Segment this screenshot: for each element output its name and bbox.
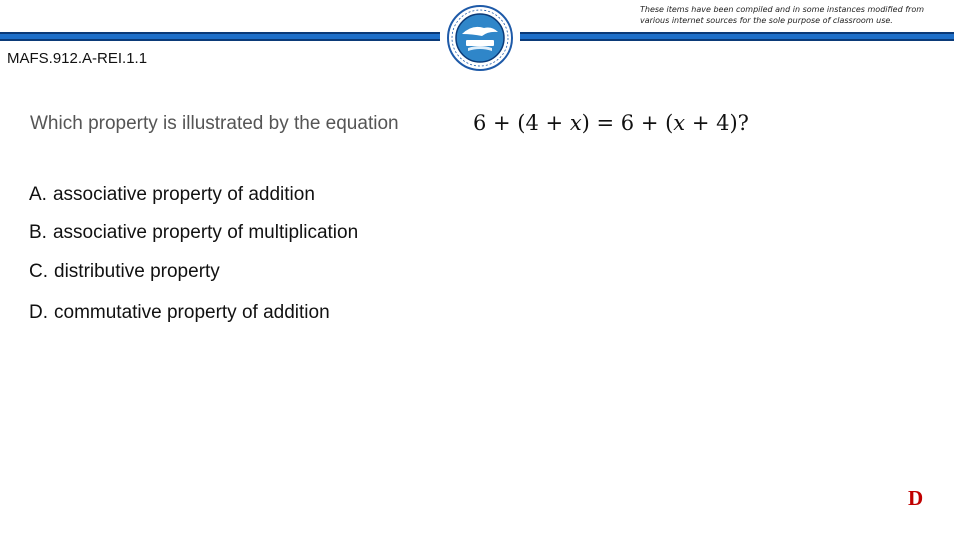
choice-b[interactable] — [29, 222, 358, 244]
choice-c[interactable] — [29, 261, 220, 283]
choice-text: commutative property of addition — [54, 302, 330, 323]
choice-letter: B. — [29, 222, 47, 243]
disclaimer-text: These items have been compiled and in some instances modified from various internet sources for the sole purpose of classroom use. — [640, 5, 924, 25]
answer-key: D — [908, 486, 924, 510]
choice-letter: D. — [29, 302, 48, 323]
choice-text: associative property of addition — [52, 184, 315, 205]
district-seal-icon — [446, 4, 514, 72]
choice-text: distributive property — [54, 261, 220, 282]
header-bar-left — [0, 32, 440, 41]
choice-a[interactable] — [29, 184, 315, 206]
standard-code: MAFS.912.A-REI.1.1 — [7, 50, 148, 67]
equation-middle: ) = 6 + ( — [581, 111, 674, 135]
equation-left: 6 + (4 + — [473, 111, 570, 135]
choice-text: associative property of multiplication — [52, 222, 359, 243]
choice-d[interactable] — [29, 302, 330, 324]
equation-variable: x — [673, 111, 686, 135]
header-bar-right — [520, 32, 954, 41]
equation-variable: x — [569, 111, 582, 135]
question-equation — [473, 111, 749, 135]
question-text: Which property is illustrated by the equation — [30, 113, 399, 134]
choice-letter: A. — [29, 184, 47, 205]
choice-letter: C. — [29, 261, 48, 282]
equation-right: + 4)? — [685, 111, 749, 135]
